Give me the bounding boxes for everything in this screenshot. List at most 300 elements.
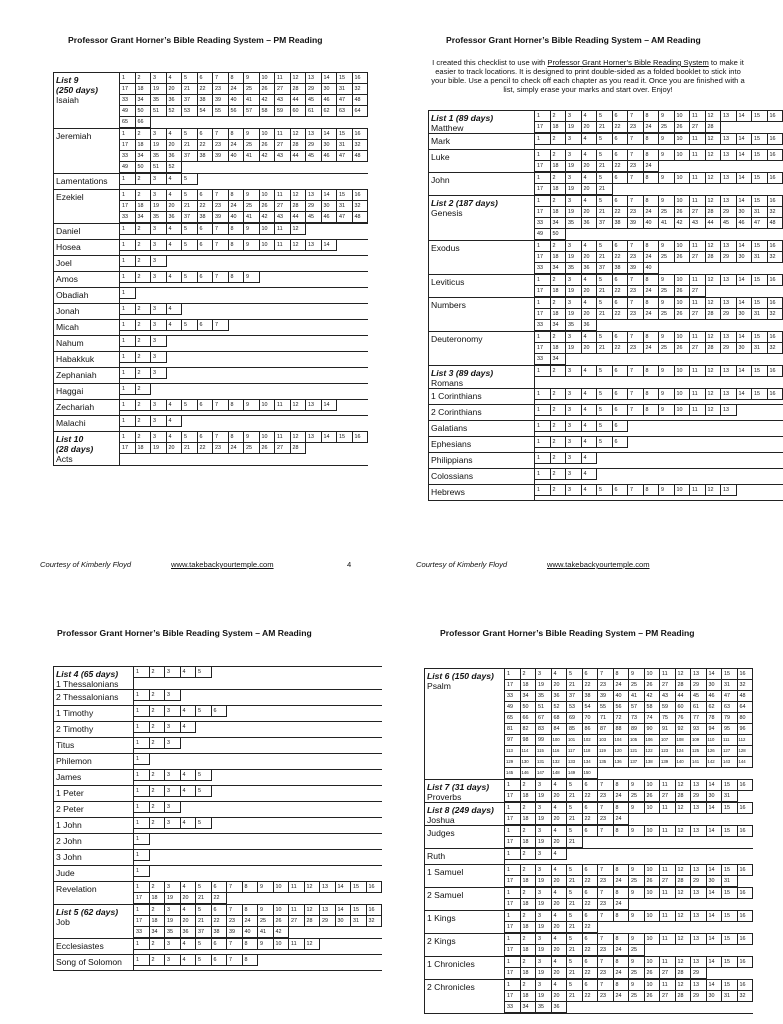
chapter-checkbox[interactable]: 4 [552, 849, 568, 860]
chapter-checkbox[interactable]: 4 [552, 669, 568, 680]
chapter-checkbox[interactable]: 22 [583, 899, 599, 910]
chapter-checkbox[interactable]: 10 [675, 134, 691, 145]
chapter-checkbox[interactable]: 14 [322, 129, 338, 140]
chapter-checkbox[interactable]: 13 [721, 196, 737, 207]
chapter-checkbox[interactable]: 13 [306, 432, 322, 443]
chapter-checkbox[interactable]: 11 [275, 400, 291, 411]
chapter-checkbox[interactable]: 15 [722, 669, 738, 680]
chapter-checkbox[interactable]: 10 [645, 911, 661, 922]
chapter-checkbox[interactable]: 3 [536, 669, 552, 680]
chapter-checkbox[interactable]: 35 [566, 263, 582, 274]
chapter-checkbox[interactable]: 6 [613, 196, 629, 207]
chapter-checkbox[interactable]: 15 [752, 150, 768, 161]
chapter-checkbox[interactable]: 7 [213, 190, 229, 201]
chapter-checkbox[interactable]: 24 [614, 814, 630, 825]
chapter-checkbox[interactable]: 9 [659, 485, 675, 496]
chapter-checkbox[interactable]: 17 [505, 922, 521, 933]
chapter-checkbox[interactable]: 12 [291, 129, 307, 140]
chapter-checkbox[interactable]: 3 [566, 485, 582, 496]
chapter-checkbox[interactable]: 25 [629, 991, 645, 1002]
chapter-checkbox[interactable]: 2 [136, 129, 152, 140]
chapter-checkbox[interactable]: 39 [227, 927, 243, 938]
chapter-checkbox[interactable]: 47 [752, 218, 768, 229]
chapter-checkbox[interactable]: 1 [134, 905, 150, 916]
chapter-checkbox[interactable]: 10 [675, 196, 691, 207]
chapter-checkbox[interactable]: 27 [660, 876, 676, 887]
chapter-checkbox[interactable]: 19 [566, 252, 582, 263]
chapter-checkbox[interactable]: 10 [274, 905, 290, 916]
chapter-checkbox[interactable]: 16 [768, 111, 783, 122]
chapter-checkbox[interactable]: 11 [275, 190, 291, 201]
chapter-checkbox[interactable]: 1 [535, 389, 551, 400]
chapter-checkbox[interactable]: 28 [676, 876, 692, 887]
chapter-checkbox[interactable]: 2 [551, 405, 567, 416]
chapter-checkbox[interactable]: 145 [505, 768, 521, 779]
chapter-checkbox[interactable]: 18 [551, 286, 567, 297]
chapter-checkbox[interactable]: 10 [260, 190, 276, 201]
chapter-checkbox[interactable]: 43 [690, 218, 706, 229]
chapter-checkbox[interactable]: 7 [628, 298, 644, 309]
chapter-checkbox[interactable]: 44 [291, 95, 307, 106]
chapter-checkbox[interactable]: 16 [768, 150, 783, 161]
chapter-checkbox[interactable]: 3 [566, 196, 582, 207]
chapter-checkbox[interactable]: 6 [583, 780, 599, 791]
chapter-checkbox[interactable]: 13 [691, 888, 707, 899]
chapter-checkbox[interactable]: 10 [675, 173, 691, 184]
chapter-checkbox[interactable]: 40 [229, 95, 245, 106]
chapter-checkbox[interactable]: 15 [722, 934, 738, 945]
chapter-checkbox[interactable]: 2 [150, 905, 166, 916]
chapter-checkbox[interactable]: 61 [306, 106, 322, 117]
chapter-checkbox[interactable]: 6 [212, 905, 228, 916]
chapter-checkbox[interactable]: 19 [566, 161, 582, 172]
chapter-checkbox[interactable]: 10 [675, 405, 691, 416]
chapter-checkbox[interactable]: 13 [691, 780, 707, 791]
chapter-checkbox[interactable]: 3 [151, 400, 167, 411]
chapter-checkbox[interactable]: 1 [535, 437, 551, 448]
chapter-checkbox[interactable]: 18 [521, 899, 537, 910]
chapter-checkbox[interactable]: 12 [291, 224, 307, 235]
chapter-checkbox[interactable]: 15 [337, 129, 353, 140]
chapter-checkbox[interactable]: 24 [614, 968, 630, 979]
chapter-checkbox[interactable]: 4 [582, 332, 598, 343]
chapter-checkbox[interactable]: 1 [535, 298, 551, 309]
chapter-checkbox[interactable]: 21 [567, 814, 583, 825]
chapter-checkbox[interactable]: 8 [644, 485, 660, 496]
chapter-checkbox[interactable]: 16 [768, 298, 783, 309]
chapter-checkbox[interactable]: 5 [567, 803, 583, 814]
chapter-checkbox[interactable]: 23 [598, 791, 614, 802]
chapter-checkbox[interactable]: 13 [306, 190, 322, 201]
chapter-checkbox[interactable]: 1 [535, 241, 551, 252]
chapter-checkbox[interactable]: 1 [505, 669, 521, 680]
chapter-checkbox[interactable]: 16 [738, 780, 754, 791]
chapter-checkbox[interactable]: 8 [614, 957, 630, 968]
chapter-checkbox[interactable]: 30 [737, 343, 753, 354]
chapter-checkbox[interactable]: 15 [722, 780, 738, 791]
chapter-checkbox[interactable]: 3 [566, 298, 582, 309]
chapter-checkbox[interactable]: 26 [675, 207, 691, 218]
chapter-checkbox[interactable]: 4 [582, 469, 598, 480]
chapter-checkbox[interactable]: 3 [566, 134, 582, 145]
chapter-checkbox[interactable]: 14 [737, 196, 753, 207]
chapter-checkbox[interactable]: 6 [613, 173, 629, 184]
chapter-checkbox[interactable]: 7 [598, 888, 614, 899]
chapter-checkbox[interactable]: 28 [676, 791, 692, 802]
chapter-checkbox[interactable]: 88 [614, 724, 630, 735]
chapter-checkbox[interactable]: 25 [659, 252, 675, 263]
chapter-checkbox[interactable]: 8 [614, 826, 630, 837]
chapter-checkbox[interactable]: 13 [306, 240, 322, 251]
chapter-checkbox[interactable]: 44 [706, 218, 722, 229]
chapter-checkbox[interactable]: 19 [536, 945, 552, 956]
chapter-checkbox[interactable]: 23 [213, 140, 229, 151]
chapter-checkbox[interactable]: 77 [691, 713, 707, 724]
chapter-checkbox[interactable]: 8 [229, 400, 245, 411]
chapter-checkbox[interactable]: 16 [768, 196, 783, 207]
chapter-checkbox[interactable]: 28 [291, 443, 307, 454]
chapter-checkbox[interactable]: 10 [260, 432, 276, 443]
chapter-checkbox[interactable]: 98 [521, 735, 537, 746]
chapter-checkbox[interactable]: 39 [598, 691, 614, 702]
chapter-checkbox[interactable]: 16 [738, 865, 754, 876]
chapter-checkbox[interactable]: 14 [737, 111, 753, 122]
chapter-checkbox[interactable]: 8 [229, 224, 245, 235]
chapter-checkbox[interactable]: 12 [706, 134, 722, 145]
chapter-checkbox[interactable]: 12 [291, 73, 307, 84]
chapter-checkbox[interactable]: 8 [644, 241, 660, 252]
chapter-checkbox[interactable]: 2 [551, 241, 567, 252]
chapter-checkbox[interactable]: 12 [706, 366, 722, 377]
chapter-checkbox[interactable]: 24 [614, 991, 630, 1002]
chapter-checkbox[interactable]: 6 [613, 437, 629, 448]
chapter-checkbox[interactable]: 8 [614, 911, 630, 922]
chapter-checkbox[interactable]: 10 [645, 803, 661, 814]
chapter-checkbox[interactable]: 1 [134, 834, 150, 845]
chapter-checkbox[interactable]: 14 [737, 332, 753, 343]
chapter-checkbox[interactable]: 6 [198, 320, 214, 331]
chapter-checkbox[interactable]: 6 [613, 241, 629, 252]
chapter-checkbox[interactable]: 1 [535, 405, 551, 416]
chapter-checkbox[interactable]: 60 [291, 106, 307, 117]
chapter-checkbox[interactable]: 6 [198, 224, 214, 235]
chapter-checkbox[interactable]: 3 [151, 352, 167, 363]
chapter-checkbox[interactable]: 10 [645, 780, 661, 791]
chapter-checkbox[interactable]: 41 [659, 218, 675, 229]
chapter-checkbox[interactable]: 4 [582, 453, 598, 464]
chapter-checkbox[interactable]: 23 [598, 814, 614, 825]
chapter-checkbox[interactable]: 6 [198, 190, 214, 201]
chapter-checkbox[interactable]: 9 [244, 432, 260, 443]
chapter-checkbox[interactable]: 21 [567, 968, 583, 979]
chapter-checkbox[interactable]: 19 [536, 791, 552, 802]
chapter-checkbox[interactable]: 32 [768, 343, 783, 354]
chapter-checkbox[interactable]: 19 [566, 343, 582, 354]
chapter-checkbox[interactable]: 97 [505, 735, 521, 746]
chapter-checkbox[interactable]: 3 [536, 780, 552, 791]
chapter-checkbox[interactable]: 110 [707, 735, 723, 746]
chapter-checkbox[interactable]: 16 [738, 911, 754, 922]
chapter-checkbox[interactable]: 17 [134, 893, 150, 904]
chapter-checkbox[interactable]: 26 [675, 122, 691, 133]
chapter-checkbox[interactable]: 13 [306, 400, 322, 411]
chapter-checkbox[interactable]: 42 [260, 95, 276, 106]
chapter-checkbox[interactable]: 11 [660, 934, 676, 945]
chapter-checkbox[interactable]: 8 [614, 980, 630, 991]
chapter-checkbox[interactable]: 7 [628, 173, 644, 184]
chapter-checkbox[interactable]: 13 [721, 298, 737, 309]
chapter-checkbox[interactable]: 13 [691, 865, 707, 876]
chapter-checkbox[interactable]: 36 [167, 95, 183, 106]
chapter-checkbox[interactable]: 17 [535, 161, 551, 172]
chapter-checkbox[interactable]: 24 [229, 443, 245, 454]
chapter-checkbox[interactable]: 4 [552, 911, 568, 922]
chapter-checkbox[interactable]: 2 [150, 939, 166, 950]
chapter-checkbox[interactable]: 3 [151, 368, 167, 379]
chapter-checkbox[interactable]: 23 [598, 680, 614, 691]
chapter-checkbox[interactable]: 38 [613, 218, 629, 229]
chapter-checkbox[interactable]: 1 [505, 934, 521, 945]
chapter-checkbox[interactable]: 94 [707, 724, 723, 735]
chapter-checkbox[interactable]: 6 [613, 298, 629, 309]
chapter-checkbox[interactable]: 14 [336, 905, 352, 916]
chapter-checkbox[interactable]: 26 [260, 140, 276, 151]
chapter-checkbox[interactable]: 22 [613, 252, 629, 263]
chapter-checkbox[interactable]: 5 [597, 437, 613, 448]
chapter-checkbox[interactable]: 5 [182, 240, 198, 251]
chapter-checkbox[interactable]: 22 [613, 343, 629, 354]
chapter-checkbox[interactable]: 19 [165, 916, 181, 927]
chapter-checkbox[interactable]: 54 [198, 106, 214, 117]
chapter-checkbox[interactable]: 3 [566, 421, 582, 432]
chapter-checkbox[interactable]: 3 [165, 690, 181, 701]
chapter-checkbox[interactable]: 34 [136, 151, 152, 162]
chapter-checkbox[interactable]: 38 [583, 691, 599, 702]
chapter-checkbox[interactable]: 105 [629, 735, 645, 746]
chapter-checkbox[interactable]: 7 [598, 957, 614, 968]
chapter-checkbox[interactable]: 41 [244, 212, 260, 223]
chapter-checkbox[interactable]: 49 [120, 106, 136, 117]
chapter-checkbox[interactable]: 16 [738, 980, 754, 991]
chapter-checkbox[interactable]: 5 [196, 786, 212, 797]
chapter-checkbox[interactable]: 17 [120, 443, 136, 454]
chapter-checkbox[interactable]: 56 [229, 106, 245, 117]
chapter-checkbox[interactable]: 3 [151, 224, 167, 235]
chapter-checkbox[interactable]: 144 [738, 757, 754, 768]
chapter-checkbox[interactable]: 9 [659, 111, 675, 122]
chapter-checkbox[interactable]: 21 [567, 991, 583, 1002]
chapter-checkbox[interactable]: 2 [136, 432, 152, 443]
chapter-checkbox[interactable]: 35 [165, 927, 181, 938]
chapter-checkbox[interactable]: 4 [552, 934, 568, 945]
chapter-checkbox[interactable]: 18 [551, 122, 567, 133]
chapter-checkbox[interactable]: 7 [628, 275, 644, 286]
chapter-checkbox[interactable]: 7 [598, 911, 614, 922]
chapter-checkbox[interactable]: 19 [151, 84, 167, 95]
chapter-checkbox[interactable]: 27 [660, 680, 676, 691]
chapter-checkbox[interactable]: 2 [136, 304, 152, 315]
chapter-checkbox[interactable]: 29 [691, 791, 707, 802]
chapter-checkbox[interactable]: 2 [136, 174, 152, 185]
chapter-checkbox[interactable]: 26 [260, 201, 276, 212]
chapter-checkbox[interactable]: 112 [738, 735, 754, 746]
chapter-checkbox[interactable]: 14 [336, 882, 352, 893]
chapter-checkbox[interactable]: 24 [644, 309, 660, 320]
chapter-checkbox[interactable]: 10 [645, 865, 661, 876]
chapter-checkbox[interactable]: 26 [645, 991, 661, 1002]
chapter-checkbox[interactable]: 130 [521, 757, 537, 768]
chapter-checkbox[interactable]: 4 [582, 421, 598, 432]
chapter-checkbox[interactable]: 12 [706, 150, 722, 161]
chapter-checkbox[interactable]: 15 [722, 865, 738, 876]
chapter-checkbox[interactable]: 6 [583, 826, 599, 837]
chapter-checkbox[interactable]: 73 [629, 713, 645, 724]
chapter-checkbox[interactable]: 14 [707, 934, 723, 945]
chapter-checkbox[interactable]: 17 [535, 184, 551, 195]
chapter-checkbox[interactable]: 22 [583, 680, 599, 691]
chapter-checkbox[interactable]: 33 [120, 151, 136, 162]
chapter-checkbox[interactable]: 78 [707, 713, 723, 724]
chapter-checkbox[interactable]: 27 [289, 916, 305, 927]
chapter-checkbox[interactable]: 23 [598, 899, 614, 910]
chapter-checkbox[interactable]: 19 [536, 814, 552, 825]
chapter-checkbox[interactable]: 115 [536, 746, 552, 757]
chapter-checkbox[interactable]: 30 [707, 876, 723, 887]
chapter-checkbox[interactable]: 29 [691, 991, 707, 1002]
chapter-checkbox[interactable]: 23 [628, 122, 644, 133]
chapter-checkbox[interactable]: 1 [134, 706, 150, 717]
chapter-checkbox[interactable]: 43 [275, 151, 291, 162]
chapter-checkbox[interactable]: 21 [196, 893, 212, 904]
chapter-checkbox[interactable]: 44 [291, 212, 307, 223]
chapter-checkbox[interactable]: 20 [582, 252, 598, 263]
chapter-checkbox[interactable]: 5 [196, 667, 212, 678]
chapter-checkbox[interactable]: 15 [722, 826, 738, 837]
chapter-checkbox[interactable]: 31 [752, 252, 768, 263]
chapter-checkbox[interactable]: 91 [660, 724, 676, 735]
chapter-checkbox[interactable]: 20 [582, 184, 598, 195]
chapter-checkbox[interactable]: 5 [567, 826, 583, 837]
chapter-checkbox[interactable]: 45 [306, 212, 322, 223]
chapter-checkbox[interactable]: 6 [212, 939, 228, 950]
chapter-checkbox[interactable]: 14 [707, 826, 723, 837]
chapter-checkbox[interactable]: 33 [535, 354, 551, 365]
chapter-checkbox[interactable]: 72 [614, 713, 630, 724]
chapter-checkbox[interactable]: 8 [614, 865, 630, 876]
chapter-checkbox[interactable]: 2 [150, 667, 166, 678]
chapter-checkbox[interactable]: 62 [322, 106, 338, 117]
chapter-checkbox[interactable]: 24 [644, 343, 660, 354]
chapter-checkbox[interactable]: 9 [244, 224, 260, 235]
chapter-checkbox[interactable]: 79 [722, 713, 738, 724]
chapter-checkbox[interactable]: 23 [598, 876, 614, 887]
chapter-checkbox[interactable]: 7 [628, 366, 644, 377]
chapter-checkbox[interactable]: 7 [213, 73, 229, 84]
chapter-checkbox[interactable]: 22 [613, 122, 629, 133]
chapter-checkbox[interactable]: 49 [120, 162, 136, 173]
chapter-checkbox[interactable]: 21 [567, 922, 583, 933]
chapter-checkbox[interactable]: 4 [181, 818, 197, 829]
chapter-checkbox[interactable]: 120 [614, 746, 630, 757]
chapter-checkbox[interactable]: 33 [505, 1002, 521, 1013]
chapter-checkbox[interactable]: 26 [274, 916, 290, 927]
chapter-checkbox[interactable]: 8 [644, 173, 660, 184]
chapter-checkbox[interactable]: 138 [645, 757, 661, 768]
chapter-checkbox[interactable]: 10 [645, 669, 661, 680]
chapter-checkbox[interactable]: 21 [567, 680, 583, 691]
chapter-checkbox[interactable]: 20 [167, 84, 183, 95]
chapter-checkbox[interactable]: 4 [582, 241, 598, 252]
chapter-checkbox[interactable]: 8 [614, 803, 630, 814]
chapter-checkbox[interactable]: 7 [227, 882, 243, 893]
chapter-checkbox[interactable]: 21 [567, 945, 583, 956]
chapter-checkbox[interactable]: 5 [182, 432, 198, 443]
chapter-checkbox[interactable]: 50 [136, 162, 152, 173]
chapter-checkbox[interactable]: 1 [134, 770, 150, 781]
chapter-checkbox[interactable]: 126 [707, 746, 723, 757]
chapter-checkbox[interactable]: 1 [120, 336, 136, 347]
chapter-checkbox[interactable]: 123 [660, 746, 676, 757]
chapter-checkbox[interactable]: 38 [613, 263, 629, 274]
chapter-checkbox[interactable]: 11 [690, 298, 706, 309]
chapter-checkbox[interactable]: 11 [275, 432, 291, 443]
chapter-checkbox[interactable]: 27 [275, 140, 291, 151]
chapter-checkbox[interactable]: 16 [353, 73, 369, 84]
chapter-checkbox[interactable]: 20 [582, 122, 598, 133]
chapter-checkbox[interactable]: 22 [583, 945, 599, 956]
chapter-checkbox[interactable]: 28 [676, 968, 692, 979]
chapter-checkbox[interactable]: 38 [198, 95, 214, 106]
chapter-checkbox[interactable]: 29 [721, 207, 737, 218]
chapter-checkbox[interactable]: 55 [598, 702, 614, 713]
chapter-checkbox[interactable]: 28 [706, 207, 722, 218]
chapter-checkbox[interactable]: 1 [120, 416, 136, 427]
chapter-checkbox[interactable]: 14 [322, 432, 338, 443]
chapter-checkbox[interactable]: 12 [305, 882, 321, 893]
chapter-checkbox[interactable]: 37 [182, 212, 198, 223]
chapter-checkbox[interactable]: 3 [566, 453, 582, 464]
chapter-checkbox[interactable]: 15 [752, 332, 768, 343]
chapter-checkbox[interactable]: 9 [258, 882, 274, 893]
chapter-checkbox[interactable]: 11 [690, 405, 706, 416]
chapter-checkbox[interactable]: 9 [659, 405, 675, 416]
chapter-checkbox[interactable]: 2 [521, 780, 537, 791]
chapter-checkbox[interactable]: 3 [566, 332, 582, 343]
chapter-checkbox[interactable]: 8 [614, 888, 630, 899]
chapter-checkbox[interactable]: 29 [721, 252, 737, 263]
chapter-checkbox[interactable]: 14 [707, 957, 723, 968]
chapter-checkbox[interactable]: 17 [505, 837, 521, 848]
chapter-checkbox[interactable]: 1 [535, 196, 551, 207]
chapter-checkbox[interactable]: 45 [306, 95, 322, 106]
chapter-checkbox[interactable]: 25 [629, 945, 645, 956]
chapter-checkbox[interactable]: 9 [244, 129, 260, 140]
chapter-checkbox[interactable]: 2 [551, 453, 567, 464]
chapter-checkbox[interactable]: 3 [165, 706, 181, 717]
chapter-checkbox[interactable]: 9 [244, 73, 260, 84]
chapter-checkbox[interactable]: 18 [521, 680, 537, 691]
chapter-checkbox[interactable]: 124 [676, 746, 692, 757]
chapter-checkbox[interactable]: 9 [659, 275, 675, 286]
chapter-checkbox[interactable]: 16 [738, 826, 754, 837]
chapter-checkbox[interactable]: 3 [165, 770, 181, 781]
chapter-checkbox[interactable]: 33 [134, 927, 150, 938]
chapter-checkbox[interactable]: 6 [198, 73, 214, 84]
chapter-checkbox[interactable]: 16 [367, 905, 383, 916]
chapter-checkbox[interactable]: 51 [151, 106, 167, 117]
chapter-checkbox[interactable]: 27 [275, 443, 291, 454]
chapter-checkbox[interactable]: 89 [629, 724, 645, 735]
